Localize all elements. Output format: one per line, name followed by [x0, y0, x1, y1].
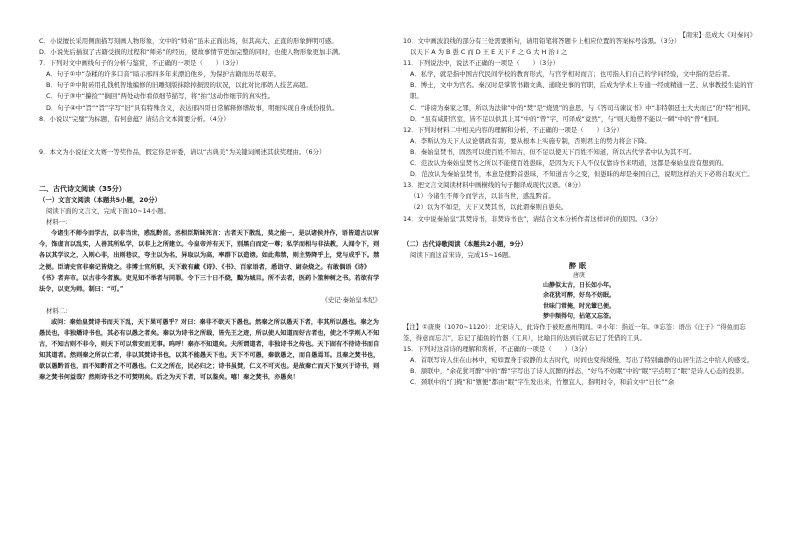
q12-option-d: D．范汝认为秦始皇焚书，本意是使黔首愚昧，不知道古今之变，但愚昧的却是秦国自己，说明这样治天下必将自取灭亡。 [410, 170, 754, 179]
q8: 8．小说以“完璧”为标题，有何意蕴？请结合文本简要分析。（4分） [39, 114, 230, 123]
q6-option-c: C．小说擅长采用侧面描写刻画人物形象，文中的“师弟”虽未正面出场，但其高大、正直的形象鲜明可感。 [39, 37, 338, 45]
poem-instruction: 阅读下面这首宋诗，完成15~16题。 [410, 250, 515, 259]
section-2-1-heading: （一）文言文阅读（本题共5小题，20分） [39, 195, 161, 204]
q12-option-a: A．李斯认为天下人议论朝政有害，要从根本上实施专制，否则君主的势力将会下降。 [410, 136, 651, 145]
q15: 15．下列对这首诗的理解和赏析，不正确的一项是（ ）（3分） [403, 345, 591, 354]
q7-option-d: D．句子④中“旨”“旨”字写“旧”具有特殊含义，表达邢四哥日常解释修缮故事，明细实现自身成份报仇。 [46, 103, 339, 112]
q10-options: 以天下 A 为 B 愚 C 而 D 王 E 天下 F 之 G 大 H 治 I 之 [410, 48, 568, 57]
reading-instruction: 阅读下面的文言文，完成下面10~14小题。 [46, 207, 170, 216]
q12-option-b: B．秦始皇焚书，固然可以使百姓不知古，但不足以使天下百姓不知道，所以古代学者中认为其不可。 [410, 147, 696, 156]
poem-line: 世味门常掩，时光簟已便。 [542, 302, 615, 310]
header-right: 【南宋】范成大《对秦问》 [679, 31, 756, 39]
poem-line: 山静似太古，日长如小年。 [542, 282, 615, 290]
q15-option-a: A．首联写诗人住在山林中，宛如置身于寂静的太古时代，时间也变得缓慢，写出了特别幽静的山居生活之中给人的感受。 [410, 356, 754, 365]
q11-option-a: A．私学，就是指中国古代民间学校的教育形式，与官学相对而言；也可指人们自己的学问经验，文中指的是后者。 [410, 70, 734, 79]
q13-2: （2）以为不如是，天下又焚其书，以此谓秦则自愚矣。 [410, 203, 568, 212]
poem-note: 【注】①唐庚（1070~1120）：北宋诗人，此诗作于被贬惠州期间。②小年：指近一年。③忘筌：语出《庄子》“得鱼而忘筌，得意而忘言”，忘记了捕鱼的竹器（工具），比喻目的达到后就忘记了凭借的工具。 [403, 323, 746, 343]
q6-option-d: D．小说先后插叙了古籍受损的过程和“师弟”的经历，使故事情节更加完整的同时，也使人物形象更加丰满。 [39, 48, 345, 57]
section-2-heading: 二、古代诗文阅读（35分） [39, 184, 126, 193]
q7-option-b: B．句子②中附砖用孔钱机智地编修的旧雕刻版抹除掉损毁的状况，以此对比邢奶人技艺高超。 [46, 81, 312, 90]
material-1-text: 今诸生不师今而学古，以非当世，惑乱黔首。丞相臣斯昧死言：古者天下散乱，莫之能一，是以诸侯并作，语皆道古以害今，饰虚言以乱实，人善其所私学，以非上之所建立。今皇帝并有天下，别黑白而定一尊；私学而相与非法教，人闻令下，则各以其学议之，入则心非，出则巷议，夸主以为名，异取以为高，率群下以造谤。如此弗禁，则主势降乎上，党与成乎下。禁之便。臣请史官非秦记皆烧之。非博士官所职，天下敢有藏《诗》、《书》、百家语者，悉诣守、尉杂烧之。有敢偶语《诗》《书》者弃市。以古非今者族。吏见知不举者与同罪。令下三十日不烧，黥为城旦。所不去者，医药卜筮种树之书。若欲有学法令，以吏为师。制曰：“可。” [39, 230, 380, 293]
right-column [403, 36, 755, 389]
material-2-text: 或问：秦始皇焚诗书而天下乱，天下果可愚乎？对曰：秦非不欲天下愚也。然秦之所以愚天下者，非其所以愚也。秦之为愚民也，非独燔诗书也，其必有以愚之者矣。秦以为诗书之所载，皆先王之迹，所以使人知道而好古者也，使之不学则人不知古，不知古则不非今，则天下可以常安而无事。呜呼！秦亦不知道矣。夫所谓道者，非独诗书之传也。天下固有不待诗书而自知其道者。然则秦之所以亡者，非以其焚诗书也，以其不能愚天下也。天下不可愚，秦欲愚之，而自愚焉耳。且秦之焚书也，欲以愚黔首也，而不知黔首之不可愚也。仁义之所在，民必归之；诗书虽焚，仁义不可灭也。是故秦亡而天下复兴于诗书，则秦之焚书何益哉？然则诗书之不可焚明矣。后之为天下者，可以鉴矣。嘻！秦之焚书，亦愚矣！ [39, 318, 380, 382]
poem-line: 梦中频得句，拈笔又忘筌。 [542, 312, 615, 320]
q13-1: （1）今诸生不师今而学古，以非当世，惑乱黔首。 [410, 192, 555, 201]
q11-option-d: D．“虽有咸阳宫室，皆不足以供其上耳”中的“曾”字，可译成“竟然”，与“则天地曾不能以一瞬”中的“曾”相同。 [410, 114, 723, 123]
q12: 12．下列对材料二中相关内容的理解和分析，不正确的一项是（ ）（3分） [403, 125, 623, 134]
q7-option-a: A．句子①中“杂糅的许多口音”暗示邢四多年来漂泊他乡，为保护古籍而历尽艰辛。 [46, 70, 281, 79]
q13: 13．把文言文阅读材料中画横线的句子翻译成现代汉语。（8分） [403, 181, 585, 190]
poem-line: 余花犹可醉，好鸟不妨眠。 [542, 292, 615, 300]
poem-title: 醉眠 [569, 260, 589, 270]
material-1-source: 《史记·秦始皇本纪》 [321, 295, 381, 304]
q15-option-c: C．颈联中的“门掩”和“簟便”都由“眠”字生发出来，竹簟宜人，指明时令，和前文中“日长”“余 [410, 378, 675, 387]
q11-option-c: C．“诽谤为秦家之罪，所以为法律”中的“焚”是“烧毁”的意思，与《答司马谏议书》中“非特朝廷士大夫而已”的“特”相同。 [410, 103, 755, 112]
q10: 10．文中画波浪线的部分有三处需要断句，请用铅笔将答题卡上相应位置的答案标号涂黑。（3分） [403, 37, 681, 45]
q12-option-c: C．范汝认为秦始皇焚书之所以不能使百姓愚昧，是因为天下人不仅仅靠诗书来明道，这都是秦始皇没有想到的。 [410, 159, 728, 168]
q7-option-c: C．句子③中“攥捡”“搁回”两处动作看似细节描写，将“拍”这动作细节的真实性。 [46, 92, 275, 101]
left-column [39, 36, 381, 384]
poem-author: 唐庚 [572, 271, 585, 279]
material-1-label: 材料一： [46, 218, 72, 227]
q7: 7．下列对文中画线句子的分析与鉴赏，不正确的一项是（ ）（3分） [39, 59, 243, 68]
poem [403, 261, 755, 322]
q9: 9．本文为小说征文大赛一等奖作品，假定你是评委，请以“古典美”为关键词阐述其获奖理由。（6分） [39, 147, 326, 156]
q11: 11．下列说法中，说法不正确的一项是（ ）（3分） [403, 59, 559, 68]
material-2-label: 材料二： [46, 306, 72, 315]
q15-option-b: B．颔联中，“余花犹可醉”中的“醉”字写出了诗人沉醉的样态，“好鸟不妨眠”中的“眠”字点明了“眠”是诗人心态的投影。 [410, 367, 748, 376]
q14: 14．文中说秦始皇“其焚诗书，非焚诗书也”，请结合文本分析作者这样评价的原因。（3分） [403, 214, 662, 223]
poem-section-heading: （二）古代诗歌阅读（本题共2小题，9分） [403, 239, 527, 248]
q11-option-b: B．博士，文中为官名。秦汉时是掌管书籍文典、通晓史事的官职，后成为学术上专通一经或精通一艺、从事教授生徒的官职。 [410, 81, 754, 101]
